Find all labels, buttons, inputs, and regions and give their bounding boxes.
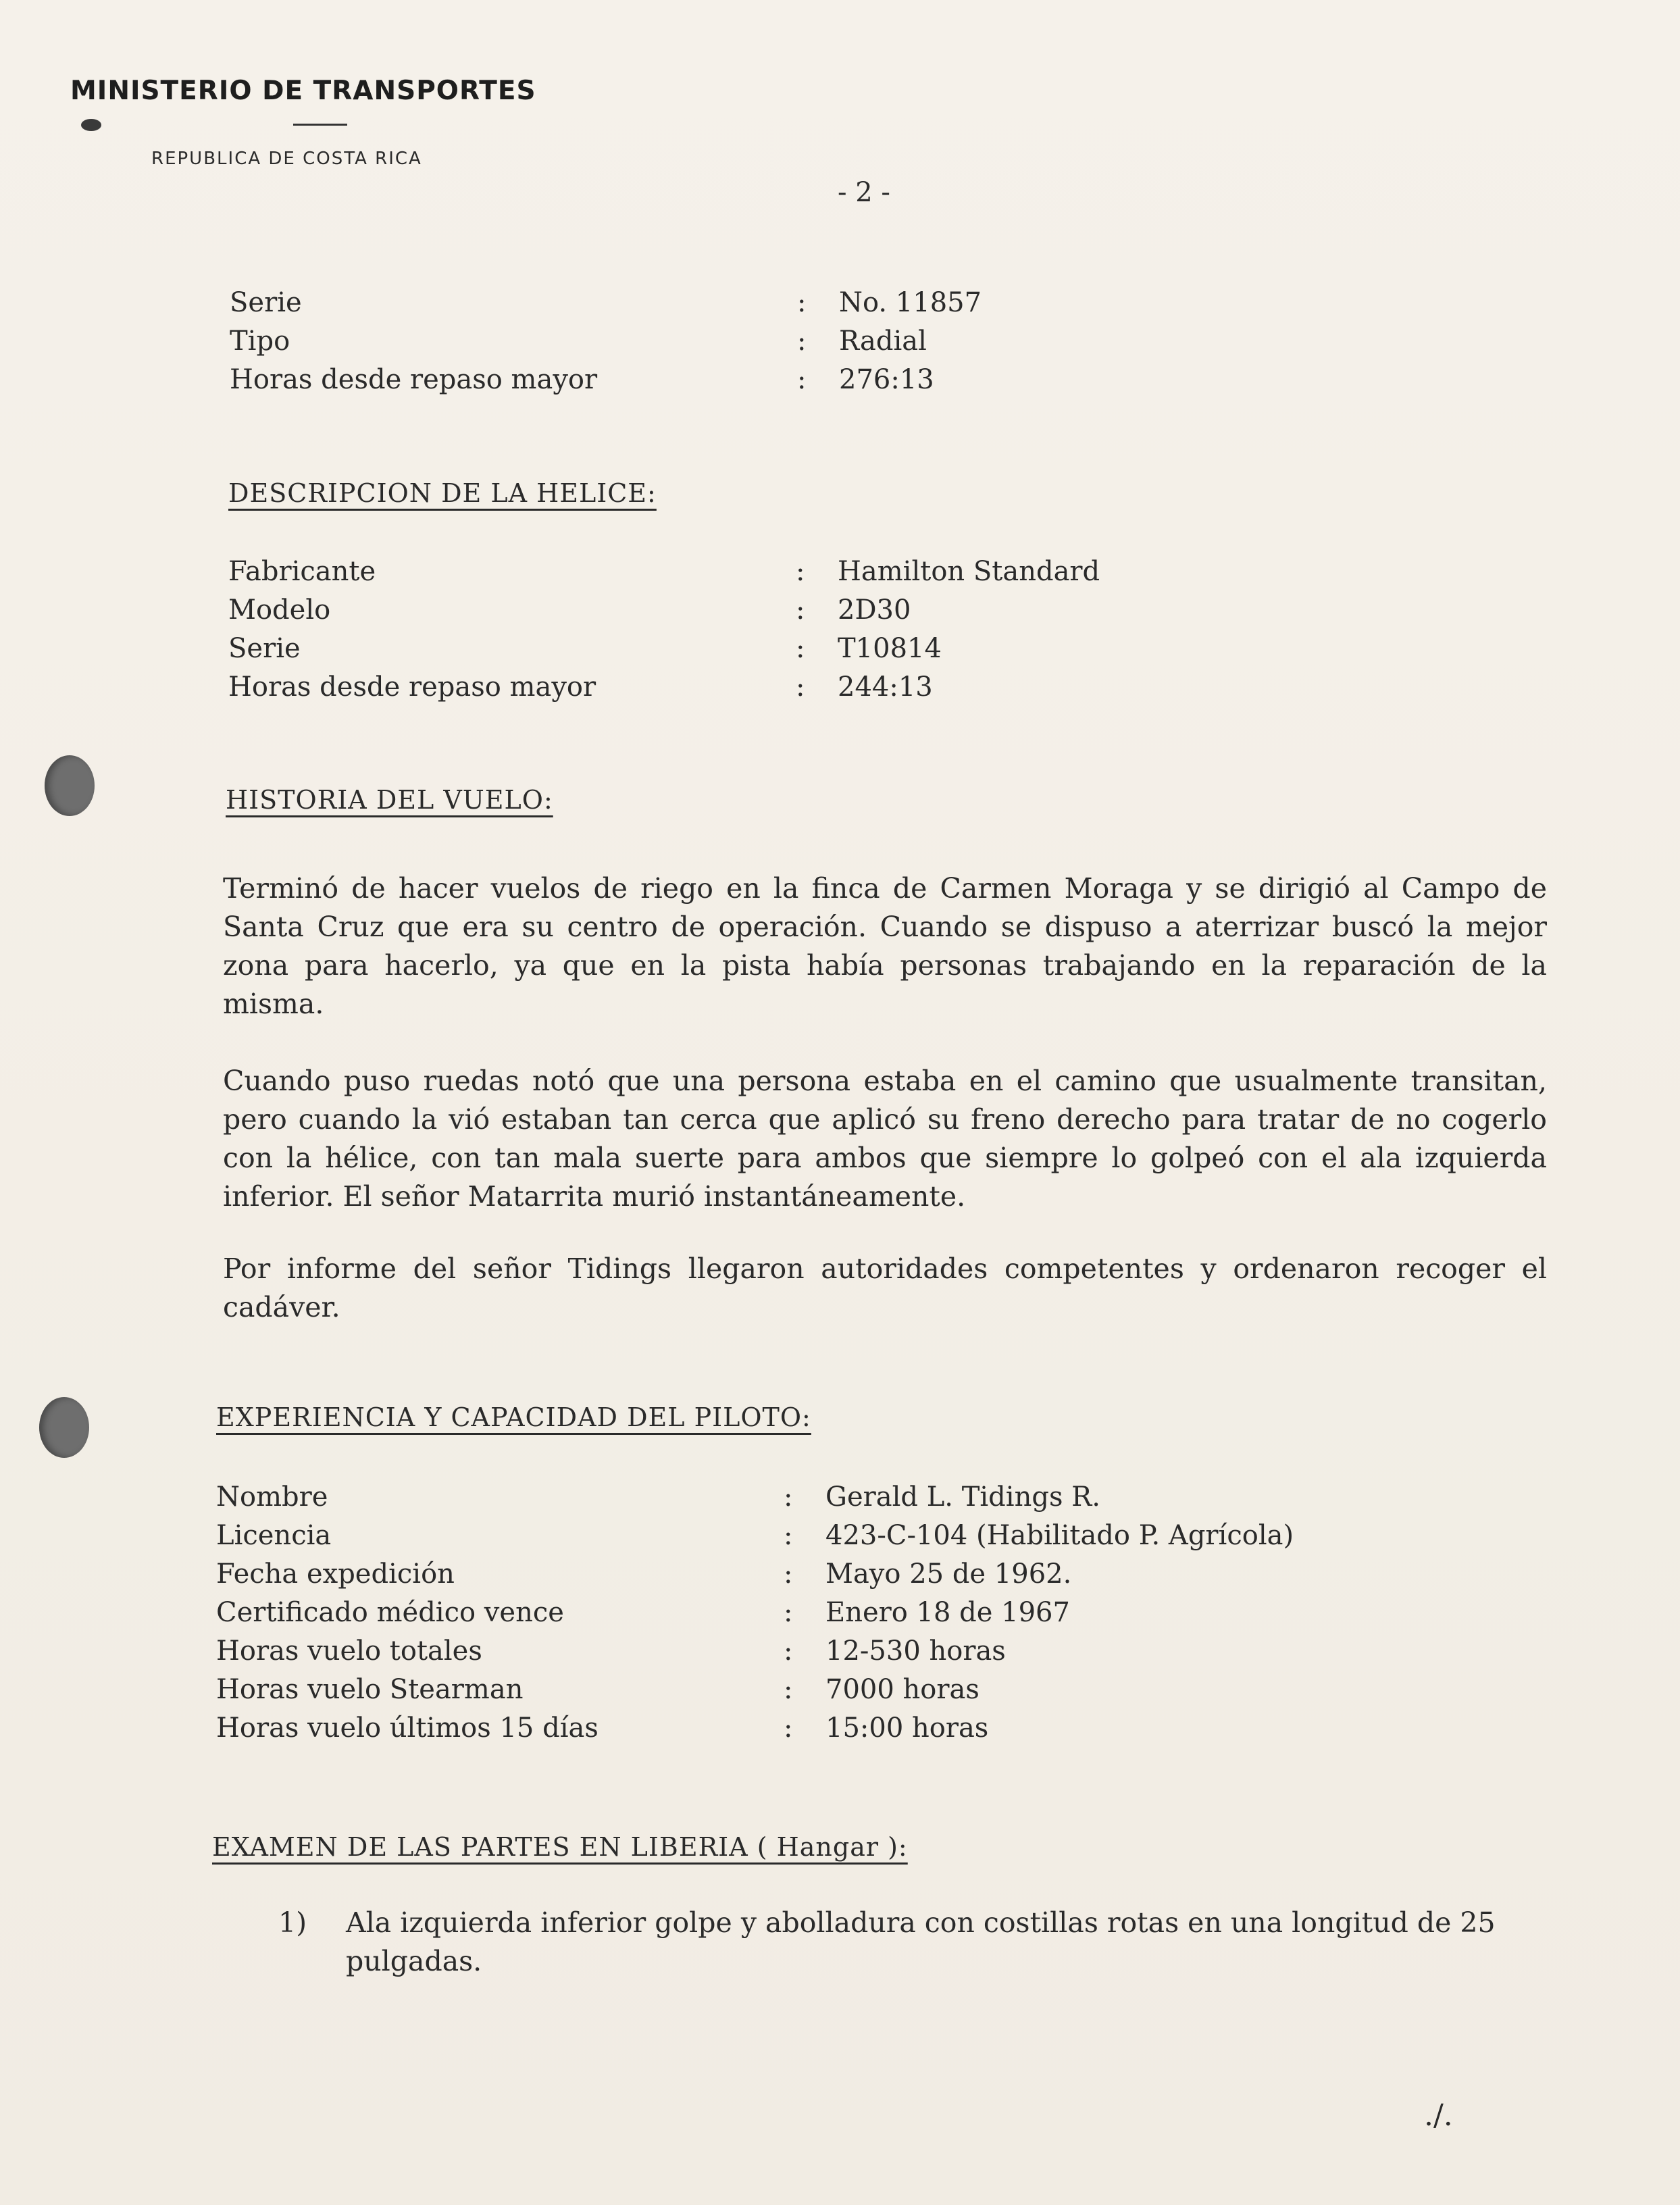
field-label: Horas vuelo totales <box>216 1636 482 1667</box>
page-number: - 2 - <box>838 177 890 208</box>
field-separator: : <box>784 1520 793 1551</box>
field-value: Radial <box>839 326 927 357</box>
field-value: 12-530 horas <box>825 1636 1006 1667</box>
pilot-details <box>216 1478 1294 1748</box>
field-label: Licencia <box>216 1520 332 1551</box>
kv-row <box>228 553 1100 591</box>
field-separator: : <box>797 326 807 357</box>
history-paragraph-1: Terminó de hacer vuelos de riego en la finca de Carmen Moraga y se dirigió al Campo de Santa Cruz que era su centro de operación. Cuando se dispuso a aterrizar buscó la mejor zona para hacerlo, ya que en la pista había personas trabajando en la reparación de la misma. <box>223 872 1547 1020</box>
letterhead-rule <box>293 124 347 126</box>
field-label: Horas desde repaso mayor <box>228 671 596 703</box>
field-value: Mayo 25 de 1962. <box>825 1558 1072 1590</box>
pilot-heading: EXPERIENCIA Y CAPACIDAD DEL PILOTO: <box>216 1402 811 1432</box>
field-label: Serie <box>228 633 301 664</box>
field-label: Certificado médico vence <box>216 1597 564 1628</box>
list-item <box>278 1904 1548 1981</box>
ministry-name: MINISTERIO DE TRANSPORTES <box>70 76 536 106</box>
item-text: Ala izquierda inferior golpe y abolladura con costillas rotas en una longitud de 25 pulgadas. <box>346 1906 1496 1977</box>
field-separator: : <box>796 594 805 626</box>
field-label: Fabricante <box>228 556 376 587</box>
field-separator: : <box>784 1713 793 1744</box>
field-separator: : <box>784 1481 793 1513</box>
kv-row <box>230 322 982 361</box>
binder-hole-top <box>45 755 95 816</box>
letterhead <box>70 76 536 169</box>
field-label: Horas vuelo Stearman <box>216 1674 524 1705</box>
field-separator: : <box>796 671 805 703</box>
history-paragraph-2: Cuando puso ruedas notó que una persona estaba en el camino que usualmente transitan, pero cuando la vió estaban tan cerca que aplicó su freno derecho para tratar de no cogerlo con la hélice, con tan mala suerte para ambos que siempre lo golpeó con el ala izquierda inferior. El señor Matarrita murió instantáneamente. <box>223 1065 1547 1213</box>
field-value: 2D30 <box>838 594 911 626</box>
item-number: 1) <box>278 1906 307 1939</box>
field-label: Fecha expedición <box>216 1558 455 1590</box>
kv-row <box>230 284 982 322</box>
field-value: 7000 horas <box>825 1674 979 1705</box>
field-value: 276:13 <box>839 364 934 395</box>
field-value: 423-C-104 (Habilitado P. Agrícola) <box>825 1520 1294 1551</box>
field-label: Modelo <box>228 594 331 626</box>
field-label: Serie <box>230 287 302 318</box>
kv-row <box>216 1555 1294 1594</box>
field-label: Horas vuelo últimos 15 días <box>216 1713 599 1744</box>
field-value: 15:00 horas <box>825 1713 989 1744</box>
field-separator: : <box>797 287 807 318</box>
field-separator: : <box>784 1597 793 1628</box>
kv-row <box>216 1478 1294 1517</box>
field-separator: : <box>784 1674 793 1705</box>
field-separator: : <box>796 633 805 664</box>
field-value: Enero 18 de 1967 <box>825 1597 1070 1628</box>
exam-heading: EXAMEN DE LAS PARTES EN LIBERIA ( Hangar ): <box>212 1832 908 1862</box>
field-label: Nombre <box>216 1481 328 1513</box>
kv-row <box>228 591 1100 630</box>
republic-name: REPUBLICA DE COSTA RICA <box>151 149 422 169</box>
engine-details <box>230 284 982 399</box>
field-value: No. 11857 <box>839 287 982 318</box>
kv-row <box>216 1671 1294 1709</box>
kv-row <box>228 668 1100 707</box>
field-value: T10814 <box>838 633 942 664</box>
field-label: Tipo <box>230 326 290 357</box>
history-heading: HISTORIA DEL VUELO: <box>226 785 553 815</box>
field-value: Gerald L. Tidings R. <box>825 1481 1101 1513</box>
kv-row <box>216 1709 1294 1748</box>
field-separator: : <box>796 556 805 587</box>
field-separator: : <box>784 1636 793 1667</box>
kv-row <box>230 361 982 399</box>
binder-hole-bottom <box>39 1397 89 1458</box>
propeller-details <box>228 553 1100 707</box>
field-value: 244:13 <box>838 671 933 703</box>
kv-row <box>228 630 1100 668</box>
field-value: Hamilton Standard <box>838 556 1100 587</box>
history-paragraph-3: Por informe del señor Tidings llegaron autoridades competentes y ordenaron recoger el cadáver. <box>223 1252 1547 1323</box>
kv-row <box>216 1517 1294 1555</box>
field-label: Horas desde repaso mayor <box>230 364 598 395</box>
kv-row <box>216 1594 1294 1632</box>
field-separator: : <box>797 364 807 395</box>
continuation-mark: ./. <box>1424 2098 1453 2133</box>
propeller-heading: DESCRIPCION DE LA HELICE: <box>228 478 657 508</box>
kv-row <box>216 1632 1294 1671</box>
field-separator: : <box>784 1558 793 1590</box>
